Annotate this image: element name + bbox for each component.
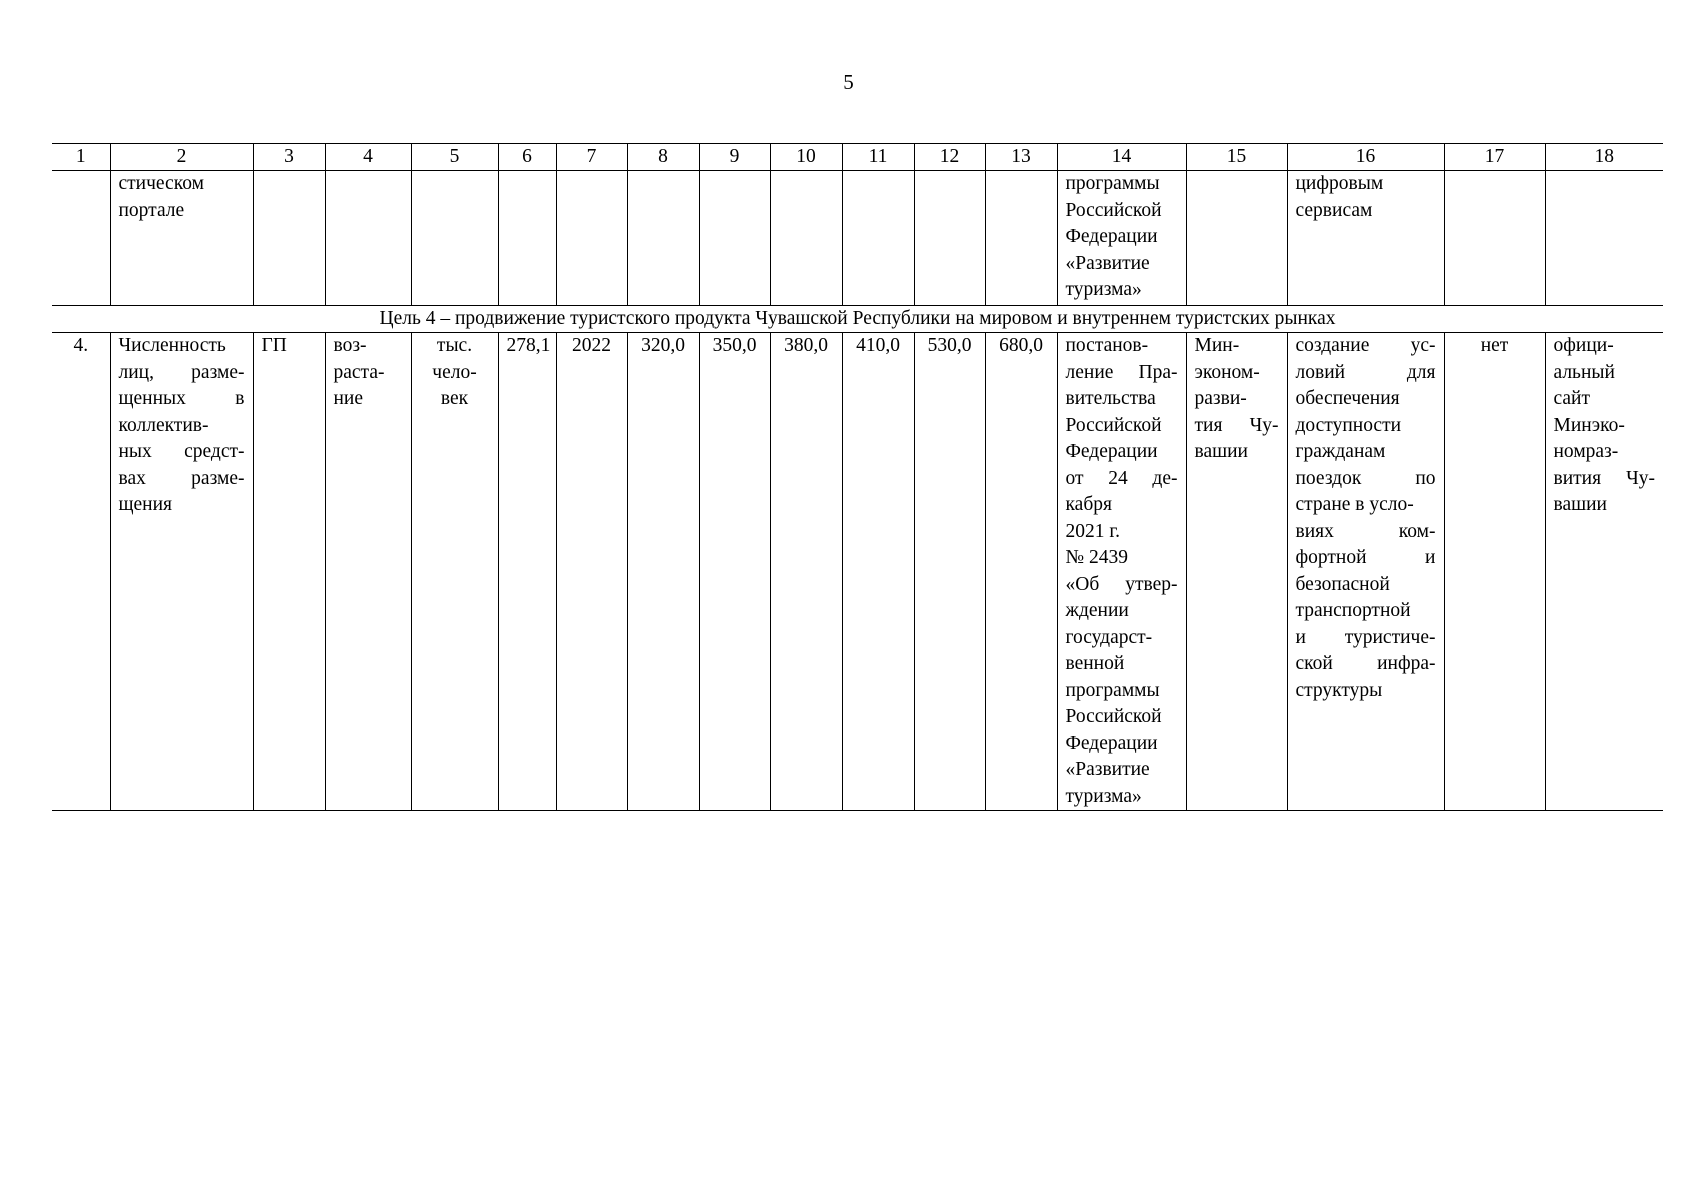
text-line: программы: [1065, 173, 1160, 194]
text-line: от 24 де-: [1065, 467, 1178, 489]
table-cell: [985, 171, 1057, 306]
text-line: фортной и: [1295, 547, 1436, 568]
text-line: век: [440, 388, 469, 409]
text-line: альный: [1553, 361, 1615, 383]
text-line: разви-: [1194, 388, 1247, 409]
text-line: постанов-: [1065, 335, 1149, 356]
value-col-13: 680,0: [985, 333, 1057, 811]
text-line: «Развитие: [1065, 759, 1150, 780]
column-header: 16: [1287, 144, 1444, 171]
text-line: щенных в: [118, 388, 245, 409]
text-line: стране в усло-: [1295, 494, 1414, 515]
column-header-row: [52, 144, 1663, 171]
text-line: тия Чу-: [1194, 414, 1279, 436]
text-line: ловий для: [1295, 361, 1436, 383]
text-line: вашии: [1194, 441, 1248, 462]
unit-of-measure: [411, 333, 498, 811]
text-line: офици-: [1553, 335, 1614, 356]
text-line: ных средст-: [118, 441, 245, 462]
table-cell: [325, 171, 411, 306]
text-line: 2021 г.: [1065, 520, 1121, 542]
table-cell: [1444, 171, 1545, 306]
indicator-direction: [325, 333, 411, 811]
text-line: вах разме-: [118, 467, 245, 489]
text-line: тыс.: [436, 335, 473, 356]
column-header: 12: [914, 144, 985, 171]
text-line: коллектив-: [118, 414, 209, 436]
text-line: «Развитие: [1065, 252, 1150, 274]
table-cell: [699, 171, 770, 306]
text-line: доступности: [1295, 414, 1402, 436]
text-line: щения: [118, 494, 173, 515]
column-header: 17: [1444, 144, 1545, 171]
text-line: гражданам: [1295, 441, 1386, 462]
text-line: венной: [1065, 653, 1125, 674]
link-to-national-goal: [1287, 333, 1444, 811]
column-header: 14: [1057, 144, 1186, 171]
table-cell: [627, 171, 699, 306]
table-cell: [842, 171, 914, 306]
value-col-9: 350,0: [699, 333, 770, 811]
text-line: туризма»: [1065, 279, 1142, 300]
table-cell: [52, 171, 110, 306]
page-number: 5: [843, 70, 854, 94]
text-line: кабря: [1065, 494, 1112, 515]
text-line: обеспечения: [1295, 388, 1400, 409]
text-line: Федерации: [1065, 732, 1158, 754]
text-line: ние: [333, 388, 364, 409]
text-line: Российской: [1065, 199, 1162, 221]
text-line: государст-: [1065, 626, 1153, 648]
text-line: ление Пра-: [1065, 361, 1178, 383]
column-header: 13: [985, 144, 1057, 171]
column-header: 15: [1186, 144, 1287, 171]
table-cell: [1186, 171, 1287, 306]
goal-row: [52, 306, 1663, 333]
text-line: эконом-: [1194, 361, 1260, 383]
indicators-table: [52, 143, 1663, 811]
column-header: 8: [627, 144, 699, 171]
document-name-continued: [1057, 171, 1186, 306]
text-line: вашии: [1553, 494, 1607, 515]
text-line: Мин-: [1194, 335, 1240, 356]
text-line: раста-: [333, 361, 385, 383]
text-line: транспортной: [1295, 600, 1411, 621]
column-header: 3: [253, 144, 325, 171]
responsible-body: [1186, 333, 1287, 811]
text-line: ждении: [1065, 600, 1129, 621]
text-line: № 2439: [1065, 547, 1128, 568]
indicator-type: ГП: [253, 333, 325, 811]
text-line: лиц, разме-: [118, 361, 245, 383]
text-line: программы: [1065, 679, 1160, 701]
text-line: Минэко-: [1553, 414, 1625, 436]
text-line: туризма»: [1065, 785, 1142, 807]
text-line: номраз-: [1553, 441, 1619, 462]
text-line: Российской: [1065, 414, 1162, 436]
text-line: Федерации: [1065, 441, 1158, 462]
indicator-name: [110, 333, 253, 811]
text-line: ской инфра-: [1295, 653, 1436, 674]
indicator-name-continued: стическом портале: [110, 171, 253, 306]
text-line: структуры: [1295, 679, 1383, 701]
table-cell: [556, 171, 627, 306]
text-line: сайт: [1553, 388, 1591, 409]
column-header: 18: [1545, 144, 1663, 171]
text-line: «Об утвер-: [1065, 573, 1178, 595]
text-line: вительства: [1065, 388, 1156, 409]
text-line: виях ком-: [1295, 520, 1436, 542]
table-row: [52, 333, 1663, 811]
row-number: 4.: [52, 333, 110, 811]
text-line: безопасной: [1295, 573, 1390, 595]
column-header: 1: [52, 144, 110, 171]
text-line: создание ус-: [1295, 335, 1436, 356]
table-cell: [411, 171, 498, 306]
column-header: 9: [699, 144, 770, 171]
text-line: чело-: [432, 361, 477, 383]
text-line: Российской: [1065, 706, 1162, 727]
column-header: 2: [110, 144, 253, 171]
value-col-10: 380,0: [770, 333, 842, 811]
information-source: [1545, 333, 1663, 811]
table-cell: [253, 171, 325, 306]
link-continued: цифровым сервисам: [1287, 171, 1444, 306]
base-value: 278,1: [498, 333, 556, 811]
text-line: и туристиче-: [1295, 626, 1436, 648]
column-header: 11: [842, 144, 914, 171]
goal-title: Цель 4 – продвижение туристского продукта Чувашской Республики на мировом и внутреннем туристских рынках: [52, 306, 1663, 333]
column-header: 4: [325, 144, 411, 171]
document-name: [1057, 333, 1186, 811]
text-line: Федерации: [1065, 226, 1158, 247]
column-header: 6: [498, 144, 556, 171]
column-header: 7: [556, 144, 627, 171]
table-cell: [770, 171, 842, 306]
table-cell: [1545, 171, 1663, 306]
value-col-11: 410,0: [842, 333, 914, 811]
value-col-8: 320,0: [627, 333, 699, 811]
decomposition-flag: нет: [1444, 333, 1545, 811]
continuation-row: [52, 171, 1663, 306]
column-header: 5: [411, 144, 498, 171]
column-header: 10: [770, 144, 842, 171]
text-line: вития Чу-: [1553, 467, 1655, 489]
text-line: воз-: [333, 335, 367, 356]
text-line: поездок по: [1295, 467, 1436, 489]
base-year: 2022: [556, 333, 627, 811]
text-line: Численность: [118, 335, 226, 356]
table-cell: [914, 171, 985, 306]
table-cell: [498, 171, 556, 306]
value-col-12: 530,0: [914, 333, 985, 811]
